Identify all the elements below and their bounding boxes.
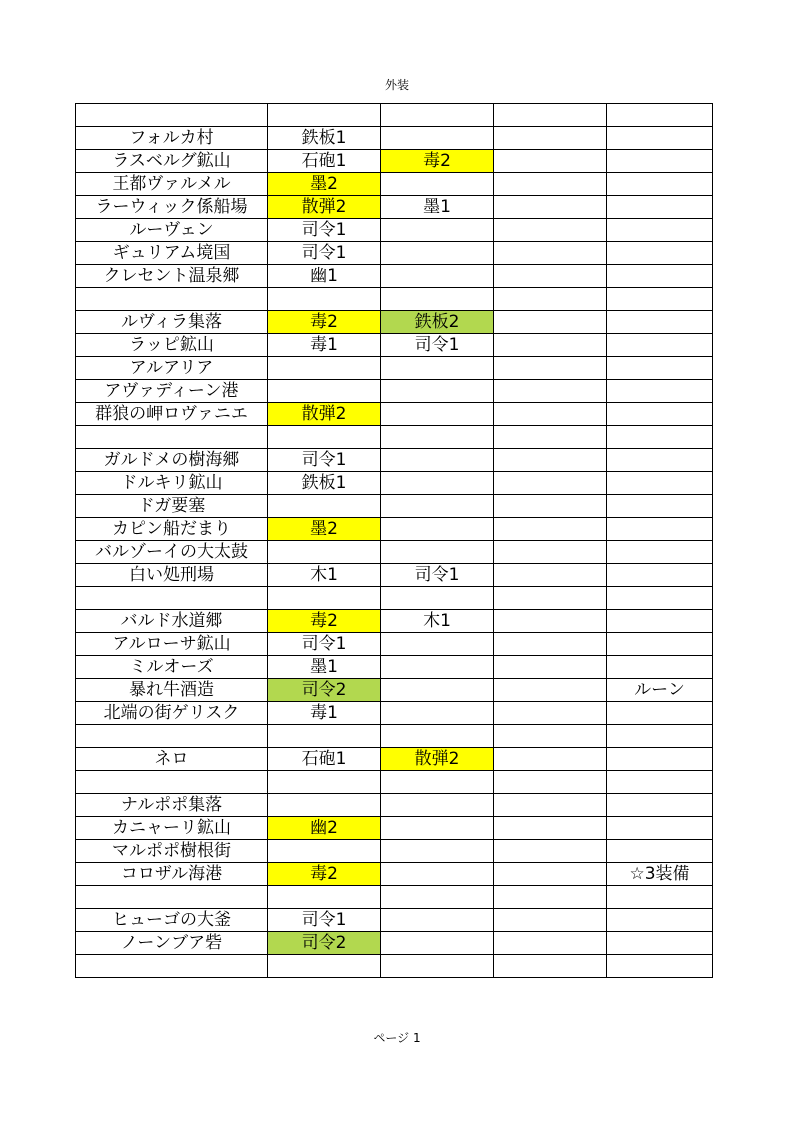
item-cell[interactable] bbox=[381, 587, 494, 610]
item-cell[interactable] bbox=[607, 748, 713, 771]
item-cell[interactable] bbox=[494, 863, 607, 886]
item-cell[interactable] bbox=[381, 518, 494, 541]
item-cell[interactable] bbox=[494, 748, 607, 771]
item-cell[interactable] bbox=[494, 357, 607, 380]
item-cell[interactable] bbox=[494, 817, 607, 840]
location-cell[interactable]: ラーウィック係船場 bbox=[76, 196, 268, 219]
table-row bbox=[76, 748, 713, 771]
item-cell[interactable] bbox=[381, 173, 494, 196]
item-cell[interactable]: 司令1 bbox=[268, 449, 381, 472]
location-cell[interactable]: ガルドメの樹海郷 bbox=[76, 449, 268, 472]
table-row bbox=[76, 357, 713, 380]
item-cell[interactable] bbox=[494, 564, 607, 587]
item-cell[interactable] bbox=[381, 472, 494, 495]
item-cell[interactable] bbox=[494, 196, 607, 219]
item-cell[interactable]: 司令2 bbox=[268, 932, 381, 955]
page-footer-number: ページ 1 bbox=[373, 1031, 421, 1045]
table-row bbox=[76, 679, 713, 702]
item-cell[interactable] bbox=[494, 725, 607, 748]
location-cell[interactable]: ヒューゴの大釜 bbox=[76, 909, 268, 932]
item-cell[interactable] bbox=[607, 518, 713, 541]
table-row bbox=[76, 564, 713, 587]
item-cell[interactable] bbox=[607, 932, 713, 955]
location-cell[interactable]: ルヴィラ集落 bbox=[76, 311, 268, 334]
item-cell[interactable] bbox=[268, 886, 381, 909]
item-cell[interactable] bbox=[268, 955, 381, 978]
item-cell[interactable] bbox=[268, 288, 381, 311]
item-cell[interactable] bbox=[494, 242, 607, 265]
item-cell[interactable]: 幽1 bbox=[268, 265, 381, 288]
item-cell[interactable]: 司令1 bbox=[268, 242, 381, 265]
table-row bbox=[76, 886, 713, 909]
table-row bbox=[76, 242, 713, 265]
item-cell[interactable] bbox=[607, 334, 713, 357]
item-cell[interactable] bbox=[607, 196, 713, 219]
table-row bbox=[76, 932, 713, 955]
item-cell[interactable]: 毒2 bbox=[268, 311, 381, 334]
location-cell[interactable] bbox=[76, 288, 268, 311]
item-cell[interactable] bbox=[494, 426, 607, 449]
item-cell[interactable]: 散弾2 bbox=[381, 748, 494, 771]
item-cell[interactable] bbox=[607, 104, 713, 127]
table-row bbox=[76, 817, 713, 840]
item-cell[interactable]: 司令1 bbox=[268, 633, 381, 656]
table-row bbox=[76, 909, 713, 932]
item-cell[interactable] bbox=[607, 219, 713, 242]
location-cell[interactable]: 群狼の岬ロヴァニエ bbox=[76, 403, 268, 426]
item-cell[interactable] bbox=[381, 403, 494, 426]
item-cell[interactable] bbox=[381, 656, 494, 679]
item-cell[interactable] bbox=[607, 909, 713, 932]
item-cell[interactable] bbox=[607, 886, 713, 909]
table-row bbox=[76, 472, 713, 495]
item-cell[interactable] bbox=[268, 357, 381, 380]
item-cell[interactable]: 木1 bbox=[381, 610, 494, 633]
item-cell[interactable] bbox=[381, 426, 494, 449]
item-cell[interactable] bbox=[268, 380, 381, 403]
item-cell[interactable] bbox=[268, 794, 381, 817]
item-cell[interactable] bbox=[607, 564, 713, 587]
item-cell[interactable] bbox=[381, 104, 494, 127]
table-row bbox=[76, 311, 713, 334]
item-cell[interactable] bbox=[607, 265, 713, 288]
item-cell[interactable] bbox=[268, 840, 381, 863]
location-cell[interactable]: ラッピ鉱山 bbox=[76, 334, 268, 357]
item-cell[interactable] bbox=[268, 495, 381, 518]
item-cell[interactable] bbox=[607, 541, 713, 564]
item-cell[interactable] bbox=[607, 794, 713, 817]
item-cell[interactable]: ルーン bbox=[607, 679, 713, 702]
location-cell[interactable]: ミルオーズ bbox=[76, 656, 268, 679]
item-cell[interactable] bbox=[381, 863, 494, 886]
item-cell[interactable] bbox=[381, 909, 494, 932]
table-row bbox=[76, 426, 713, 449]
table-row bbox=[76, 104, 713, 127]
location-cell[interactable] bbox=[76, 587, 268, 610]
item-cell[interactable]: 散弾2 bbox=[268, 196, 381, 219]
item-cell[interactable] bbox=[607, 840, 713, 863]
item-cell[interactable] bbox=[607, 633, 713, 656]
item-cell[interactable] bbox=[381, 495, 494, 518]
location-cell[interactable]: ギュリアム境国 bbox=[76, 242, 268, 265]
item-cell[interactable] bbox=[607, 495, 713, 518]
item-cell[interactable]: 司令1 bbox=[268, 219, 381, 242]
table-row bbox=[76, 150, 713, 173]
item-cell[interactable] bbox=[381, 886, 494, 909]
table-row bbox=[76, 380, 713, 403]
location-cell[interactable]: 北端の街ゲリスク bbox=[76, 702, 268, 725]
item-cell[interactable] bbox=[607, 357, 713, 380]
item-cell[interactable] bbox=[494, 702, 607, 725]
item-cell[interactable] bbox=[607, 127, 713, 150]
item-cell[interactable] bbox=[494, 679, 607, 702]
item-cell[interactable] bbox=[607, 426, 713, 449]
item-cell[interactable] bbox=[607, 771, 713, 794]
location-cell[interactable]: ドガ要塞 bbox=[76, 495, 268, 518]
item-cell[interactable]: 木1 bbox=[268, 564, 381, 587]
item-cell[interactable] bbox=[268, 541, 381, 564]
location-cell[interactable]: カニャーリ鉱山 bbox=[76, 817, 268, 840]
item-cell[interactable]: 鉄板1 bbox=[268, 472, 381, 495]
item-cell[interactable]: 毒2 bbox=[268, 863, 381, 886]
item-cell[interactable] bbox=[607, 150, 713, 173]
item-cell[interactable] bbox=[268, 587, 381, 610]
location-cell[interactable]: バルゾーイの大太鼓 bbox=[76, 541, 268, 564]
item-cell[interactable] bbox=[607, 472, 713, 495]
item-cell[interactable] bbox=[381, 771, 494, 794]
item-cell[interactable] bbox=[607, 610, 713, 633]
item-cell[interactable] bbox=[494, 518, 607, 541]
location-cell[interactable] bbox=[76, 955, 268, 978]
location-cell[interactable]: 王都ヴァルメル bbox=[76, 173, 268, 196]
item-cell[interactable] bbox=[494, 219, 607, 242]
item-cell[interactable]: 墨2 bbox=[268, 518, 381, 541]
table-row bbox=[76, 656, 713, 679]
location-cell[interactable]: 暴れ牛酒造 bbox=[76, 679, 268, 702]
item-cell[interactable] bbox=[494, 909, 607, 932]
item-cell[interactable] bbox=[381, 817, 494, 840]
table-row bbox=[76, 449, 713, 472]
item-cell[interactable] bbox=[381, 725, 494, 748]
location-cell[interactable]: コロザル海港 bbox=[76, 863, 268, 886]
item-cell[interactable] bbox=[607, 587, 713, 610]
item-cell[interactable] bbox=[494, 610, 607, 633]
table-row bbox=[76, 288, 713, 311]
item-cell[interactable] bbox=[381, 127, 494, 150]
item-cell[interactable] bbox=[381, 794, 494, 817]
location-cell[interactable]: アルアリア bbox=[76, 357, 268, 380]
item-cell[interactable] bbox=[494, 311, 607, 334]
table-row bbox=[76, 794, 713, 817]
table-row bbox=[76, 518, 713, 541]
item-cell[interactable]: 司令2 bbox=[268, 679, 381, 702]
item-cell[interactable] bbox=[494, 127, 607, 150]
item-cell[interactable]: 石砲1 bbox=[268, 748, 381, 771]
table-row bbox=[76, 771, 713, 794]
item-cell[interactable] bbox=[268, 725, 381, 748]
item-cell[interactable]: 散弾2 bbox=[268, 403, 381, 426]
item-cell[interactable]: 墨1 bbox=[268, 656, 381, 679]
location-cell[interactable]: アヴァディーン港 bbox=[76, 380, 268, 403]
item-cell[interactable]: 毒2 bbox=[268, 610, 381, 633]
item-cell[interactable]: 墨2 bbox=[268, 173, 381, 196]
item-cell[interactable] bbox=[381, 242, 494, 265]
item-cell[interactable] bbox=[494, 771, 607, 794]
item-cell[interactable] bbox=[607, 311, 713, 334]
item-cell[interactable] bbox=[607, 288, 713, 311]
table-row bbox=[76, 495, 713, 518]
table-row bbox=[76, 541, 713, 564]
item-cell[interactable] bbox=[381, 380, 494, 403]
item-cell[interactable] bbox=[494, 955, 607, 978]
item-cell[interactable]: 毒1 bbox=[268, 702, 381, 725]
table-row bbox=[76, 196, 713, 219]
item-cell[interactable] bbox=[381, 265, 494, 288]
location-cell[interactable]: ネロ bbox=[76, 748, 268, 771]
item-cell[interactable] bbox=[381, 541, 494, 564]
item-cell[interactable] bbox=[494, 472, 607, 495]
item-cell[interactable] bbox=[494, 840, 607, 863]
table-row bbox=[76, 334, 713, 357]
table-row bbox=[76, 219, 713, 242]
location-cell[interactable]: ラスベルグ鉱山 bbox=[76, 150, 268, 173]
spreadsheet-table bbox=[75, 103, 713, 978]
location-cell[interactable] bbox=[76, 886, 268, 909]
table-row bbox=[76, 863, 713, 886]
location-cell[interactable]: ドルキリ鉱山 bbox=[76, 472, 268, 495]
item-cell[interactable] bbox=[381, 219, 494, 242]
item-cell[interactable] bbox=[494, 495, 607, 518]
item-cell[interactable] bbox=[494, 932, 607, 955]
item-cell[interactable] bbox=[494, 380, 607, 403]
item-cell[interactable] bbox=[268, 104, 381, 127]
location-cell[interactable]: ナルポポ集落 bbox=[76, 794, 268, 817]
item-cell[interactable] bbox=[494, 104, 607, 127]
item-cell[interactable] bbox=[494, 288, 607, 311]
location-cell[interactable] bbox=[76, 725, 268, 748]
item-cell[interactable] bbox=[607, 656, 713, 679]
table-row bbox=[76, 633, 713, 656]
item-cell[interactable] bbox=[381, 288, 494, 311]
spreadsheet-body bbox=[76, 104, 713, 978]
item-cell[interactable] bbox=[494, 886, 607, 909]
table-row bbox=[76, 610, 713, 633]
item-cell[interactable] bbox=[607, 449, 713, 472]
location-cell[interactable]: カピン船だまり bbox=[76, 518, 268, 541]
item-cell[interactable] bbox=[268, 426, 381, 449]
item-cell[interactable]: 石砲1 bbox=[268, 150, 381, 173]
location-cell[interactable] bbox=[76, 771, 268, 794]
table-row bbox=[76, 702, 713, 725]
item-cell[interactable]: 幽2 bbox=[268, 817, 381, 840]
location-cell[interactable]: 白い処刑場 bbox=[76, 564, 268, 587]
item-cell[interactable] bbox=[494, 541, 607, 564]
item-cell[interactable] bbox=[381, 840, 494, 863]
item-cell[interactable] bbox=[607, 380, 713, 403]
item-cell[interactable] bbox=[381, 679, 494, 702]
item-cell[interactable] bbox=[494, 150, 607, 173]
item-cell[interactable] bbox=[607, 725, 713, 748]
table-row bbox=[76, 403, 713, 426]
item-cell[interactable] bbox=[607, 242, 713, 265]
table-row bbox=[76, 587, 713, 610]
item-cell[interactable]: ☆3装備 bbox=[607, 863, 713, 886]
table-row bbox=[76, 173, 713, 196]
item-cell[interactable]: 墨1 bbox=[381, 196, 494, 219]
item-cell[interactable]: 鉄板1 bbox=[268, 127, 381, 150]
item-cell[interactable] bbox=[494, 265, 607, 288]
item-cell[interactable] bbox=[607, 403, 713, 426]
item-cell[interactable] bbox=[494, 403, 607, 426]
location-cell[interactable]: マルポポ樹根街 bbox=[76, 840, 268, 863]
item-cell[interactable] bbox=[607, 702, 713, 725]
location-cell[interactable]: バルド水道郷 bbox=[76, 610, 268, 633]
table-row bbox=[76, 725, 713, 748]
page-header-title: 外装 bbox=[384, 78, 409, 92]
item-cell[interactable]: 毒1 bbox=[268, 334, 381, 357]
location-cell[interactable]: アルローサ鉱山 bbox=[76, 633, 268, 656]
location-cell[interactable] bbox=[76, 104, 268, 127]
item-cell[interactable] bbox=[607, 817, 713, 840]
item-cell[interactable] bbox=[494, 633, 607, 656]
item-cell[interactable] bbox=[268, 771, 381, 794]
item-cell[interactable]: 司令1 bbox=[381, 564, 494, 587]
item-cell[interactable] bbox=[494, 587, 607, 610]
location-cell[interactable]: クレセント温泉郷 bbox=[76, 265, 268, 288]
item-cell[interactable] bbox=[381, 955, 494, 978]
table-row bbox=[76, 840, 713, 863]
item-cell[interactable] bbox=[381, 357, 494, 380]
item-cell[interactable]: 司令1 bbox=[268, 909, 381, 932]
item-cell[interactable]: 司令1 bbox=[381, 334, 494, 357]
item-cell[interactable] bbox=[494, 794, 607, 817]
item-cell[interactable] bbox=[494, 449, 607, 472]
item-cell[interactable] bbox=[494, 334, 607, 357]
item-cell[interactable] bbox=[381, 449, 494, 472]
item-cell[interactable]: 毒2 bbox=[381, 150, 494, 173]
location-cell[interactable]: フォルカ村 bbox=[76, 127, 268, 150]
item-cell[interactable] bbox=[381, 633, 494, 656]
item-cell[interactable] bbox=[494, 173, 607, 196]
table-row bbox=[76, 265, 713, 288]
location-cell[interactable]: ルーヴェン bbox=[76, 219, 268, 242]
item-cell[interactable] bbox=[607, 173, 713, 196]
item-cell[interactable] bbox=[381, 702, 494, 725]
location-cell[interactable]: ノーンブア砦 bbox=[76, 932, 268, 955]
item-cell[interactable]: 鉄板2 bbox=[381, 311, 494, 334]
item-cell[interactable] bbox=[494, 656, 607, 679]
item-cell[interactable] bbox=[607, 955, 713, 978]
table-row bbox=[76, 127, 713, 150]
location-cell[interactable] bbox=[76, 426, 268, 449]
table-row bbox=[76, 955, 713, 978]
item-cell[interactable] bbox=[381, 932, 494, 955]
